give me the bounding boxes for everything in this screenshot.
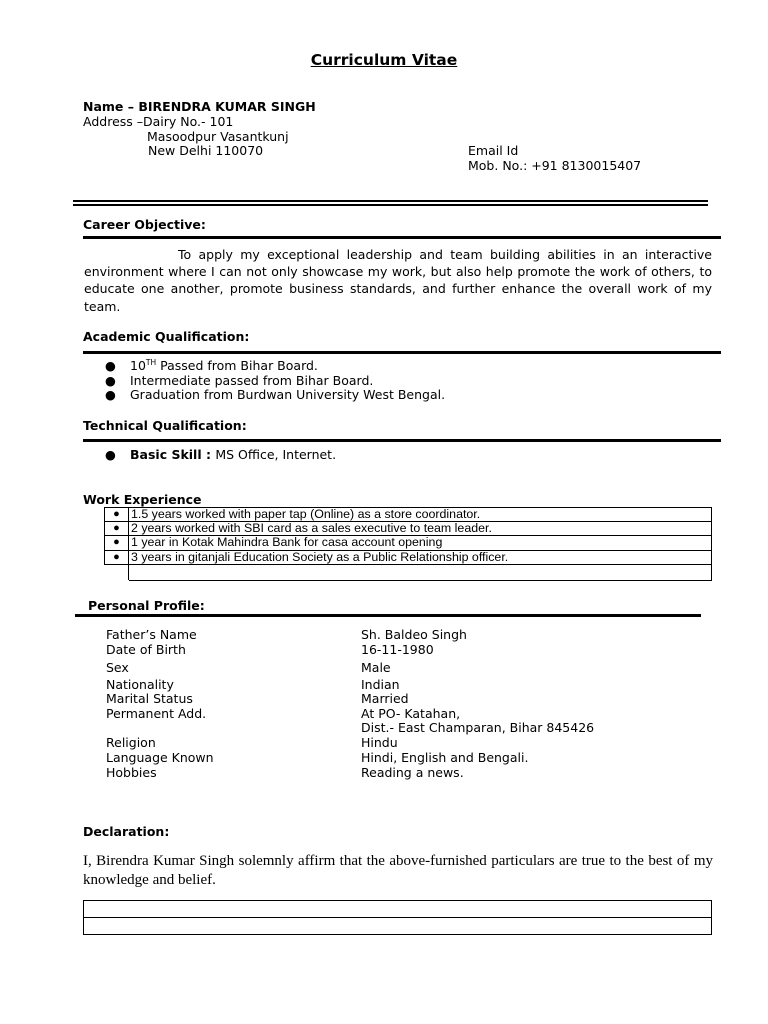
academic-item-1-sup: TH: [145, 358, 157, 367]
basic-skill-value: MS Office, Internet.: [215, 447, 337, 462]
career-objective-heading: Career Objective:: [83, 217, 206, 232]
email-label: Email Id: [468, 143, 519, 158]
table-row: [105, 536, 712, 550]
address-line-1: Address –Dairy No.- 101: [83, 114, 234, 129]
work-experience-table: [104, 507, 712, 581]
academic-item-1-pre: 10: [130, 358, 146, 373]
bullet-icon: ●: [105, 508, 129, 522]
dob-label: Date of Birth: [106, 642, 186, 657]
academic-rule: [83, 351, 721, 354]
bullet-icon: ●: [105, 522, 129, 536]
nationality-value: Indian: [361, 677, 400, 692]
technical-item: [84, 448, 336, 463]
academic-item: [84, 359, 445, 374]
work-item: 1 year in Kotak Mahindra Bank for casa account opening: [129, 536, 712, 550]
table-row: [105, 508, 712, 522]
academic-item: [84, 374, 445, 389]
fathers-name-label: Father’s Name: [106, 627, 197, 642]
address-line-3: New Delhi 110070: [148, 143, 264, 158]
work-item: 3 years in gitanjali Education Society as a Public Relationship officer.: [129, 550, 712, 564]
table-row: [105, 522, 712, 536]
header-divider-top: [73, 200, 708, 202]
hobbies-label: Hobbies: [106, 765, 157, 780]
technical-heading: Technical Qualification:: [83, 418, 247, 433]
academic-heading: Academic Qualification:: [83, 329, 250, 344]
mobile-number: Mob. No.: +91 8130015407: [468, 158, 642, 173]
empty-cell: [105, 564, 129, 580]
hobbies-value: Reading a news.: [361, 765, 464, 780]
academic-item-2: Intermediate passed from Bihar Board.: [130, 372, 374, 388]
table-row: [84, 918, 712, 935]
work-item: 2 years worked with SBI card as a sales executive to team leader.: [129, 522, 712, 536]
empty-cell: [84, 901, 712, 918]
marital-status-label: Marital Status: [106, 691, 193, 706]
language-value: Hindi, English and Bengali.: [361, 750, 529, 765]
header-divider-bottom: [73, 204, 708, 206]
sex-value: Male: [361, 660, 391, 675]
academic-item: [84, 388, 445, 403]
marital-status-value: Married: [361, 691, 409, 706]
basic-skill-label: Basic Skill :: [130, 447, 216, 462]
declaration-table: [83, 900, 712, 935]
career-objective-text: [84, 246, 712, 315]
language-label: Language Known: [106, 750, 214, 765]
career-objective-rule: [83, 236, 721, 239]
technical-list: [84, 448, 336, 463]
bullet-icon: ●: [105, 550, 129, 564]
bullet-icon: ●: [105, 536, 129, 550]
academic-item-3: Graduation from Burdwan University West Bengal.: [130, 387, 446, 403]
academic-item-1-post: Passed from Bihar Board.: [156, 358, 318, 373]
table-row: [105, 550, 712, 564]
personal-profile-rule: [75, 614, 701, 617]
permanent-address-line-2: Dist.- East Champaran, Bihar 845426: [361, 720, 595, 735]
bullet-icon: ●: [105, 372, 116, 388]
career-objective-body: To apply my exceptional leadership and team building abilities in an interactive environment where I can not only showcase my work, but also help promote the work of others, to educate one another, promote business standards, and further enhance the overall work of my team.: [84, 247, 712, 314]
candidate-name: Name – BIRENDRA KUMAR SINGH: [83, 99, 316, 114]
academic-list: [84, 359, 445, 403]
work-experience-heading: Work Experience: [83, 492, 202, 507]
religion-label: Religion: [106, 735, 156, 750]
fathers-name-value: Sh. Baldeo Singh: [361, 627, 467, 642]
document-title: Curriculum Vitae: [310, 51, 458, 69]
personal-profile-heading: Personal Profile:: [88, 598, 205, 613]
technical-rule: [83, 439, 721, 442]
permanent-address-label: Permanent Add.: [106, 706, 207, 721]
nationality-label: Nationality: [106, 677, 174, 692]
declaration-text: I, Birendra Kumar Singh solemnly affirm that the above-furnished particulars are true to the best of my knowledge and belief.: [83, 853, 713, 888]
table-row: [105, 564, 712, 580]
bullet-icon: ●: [105, 447, 116, 462]
empty-cell: [84, 918, 712, 935]
bullet-icon: ●: [105, 387, 116, 403]
dob-value: 16-11-1980: [361, 642, 434, 657]
bullet-icon: ●: [105, 358, 116, 373]
empty-cell: [129, 564, 712, 580]
table-row: [84, 901, 712, 918]
address-line-2: Masoodpur Vasantkunj: [147, 129, 289, 144]
work-item: 1.5 years worked with paper tap (Online) as a store coordinator.: [129, 508, 712, 522]
permanent-address-line-1: At PO- Katahan,: [361, 706, 461, 721]
sex-label: Sex: [106, 660, 129, 675]
religion-value: Hindu: [361, 735, 398, 750]
declaration-heading: Declaration:: [83, 824, 170, 839]
